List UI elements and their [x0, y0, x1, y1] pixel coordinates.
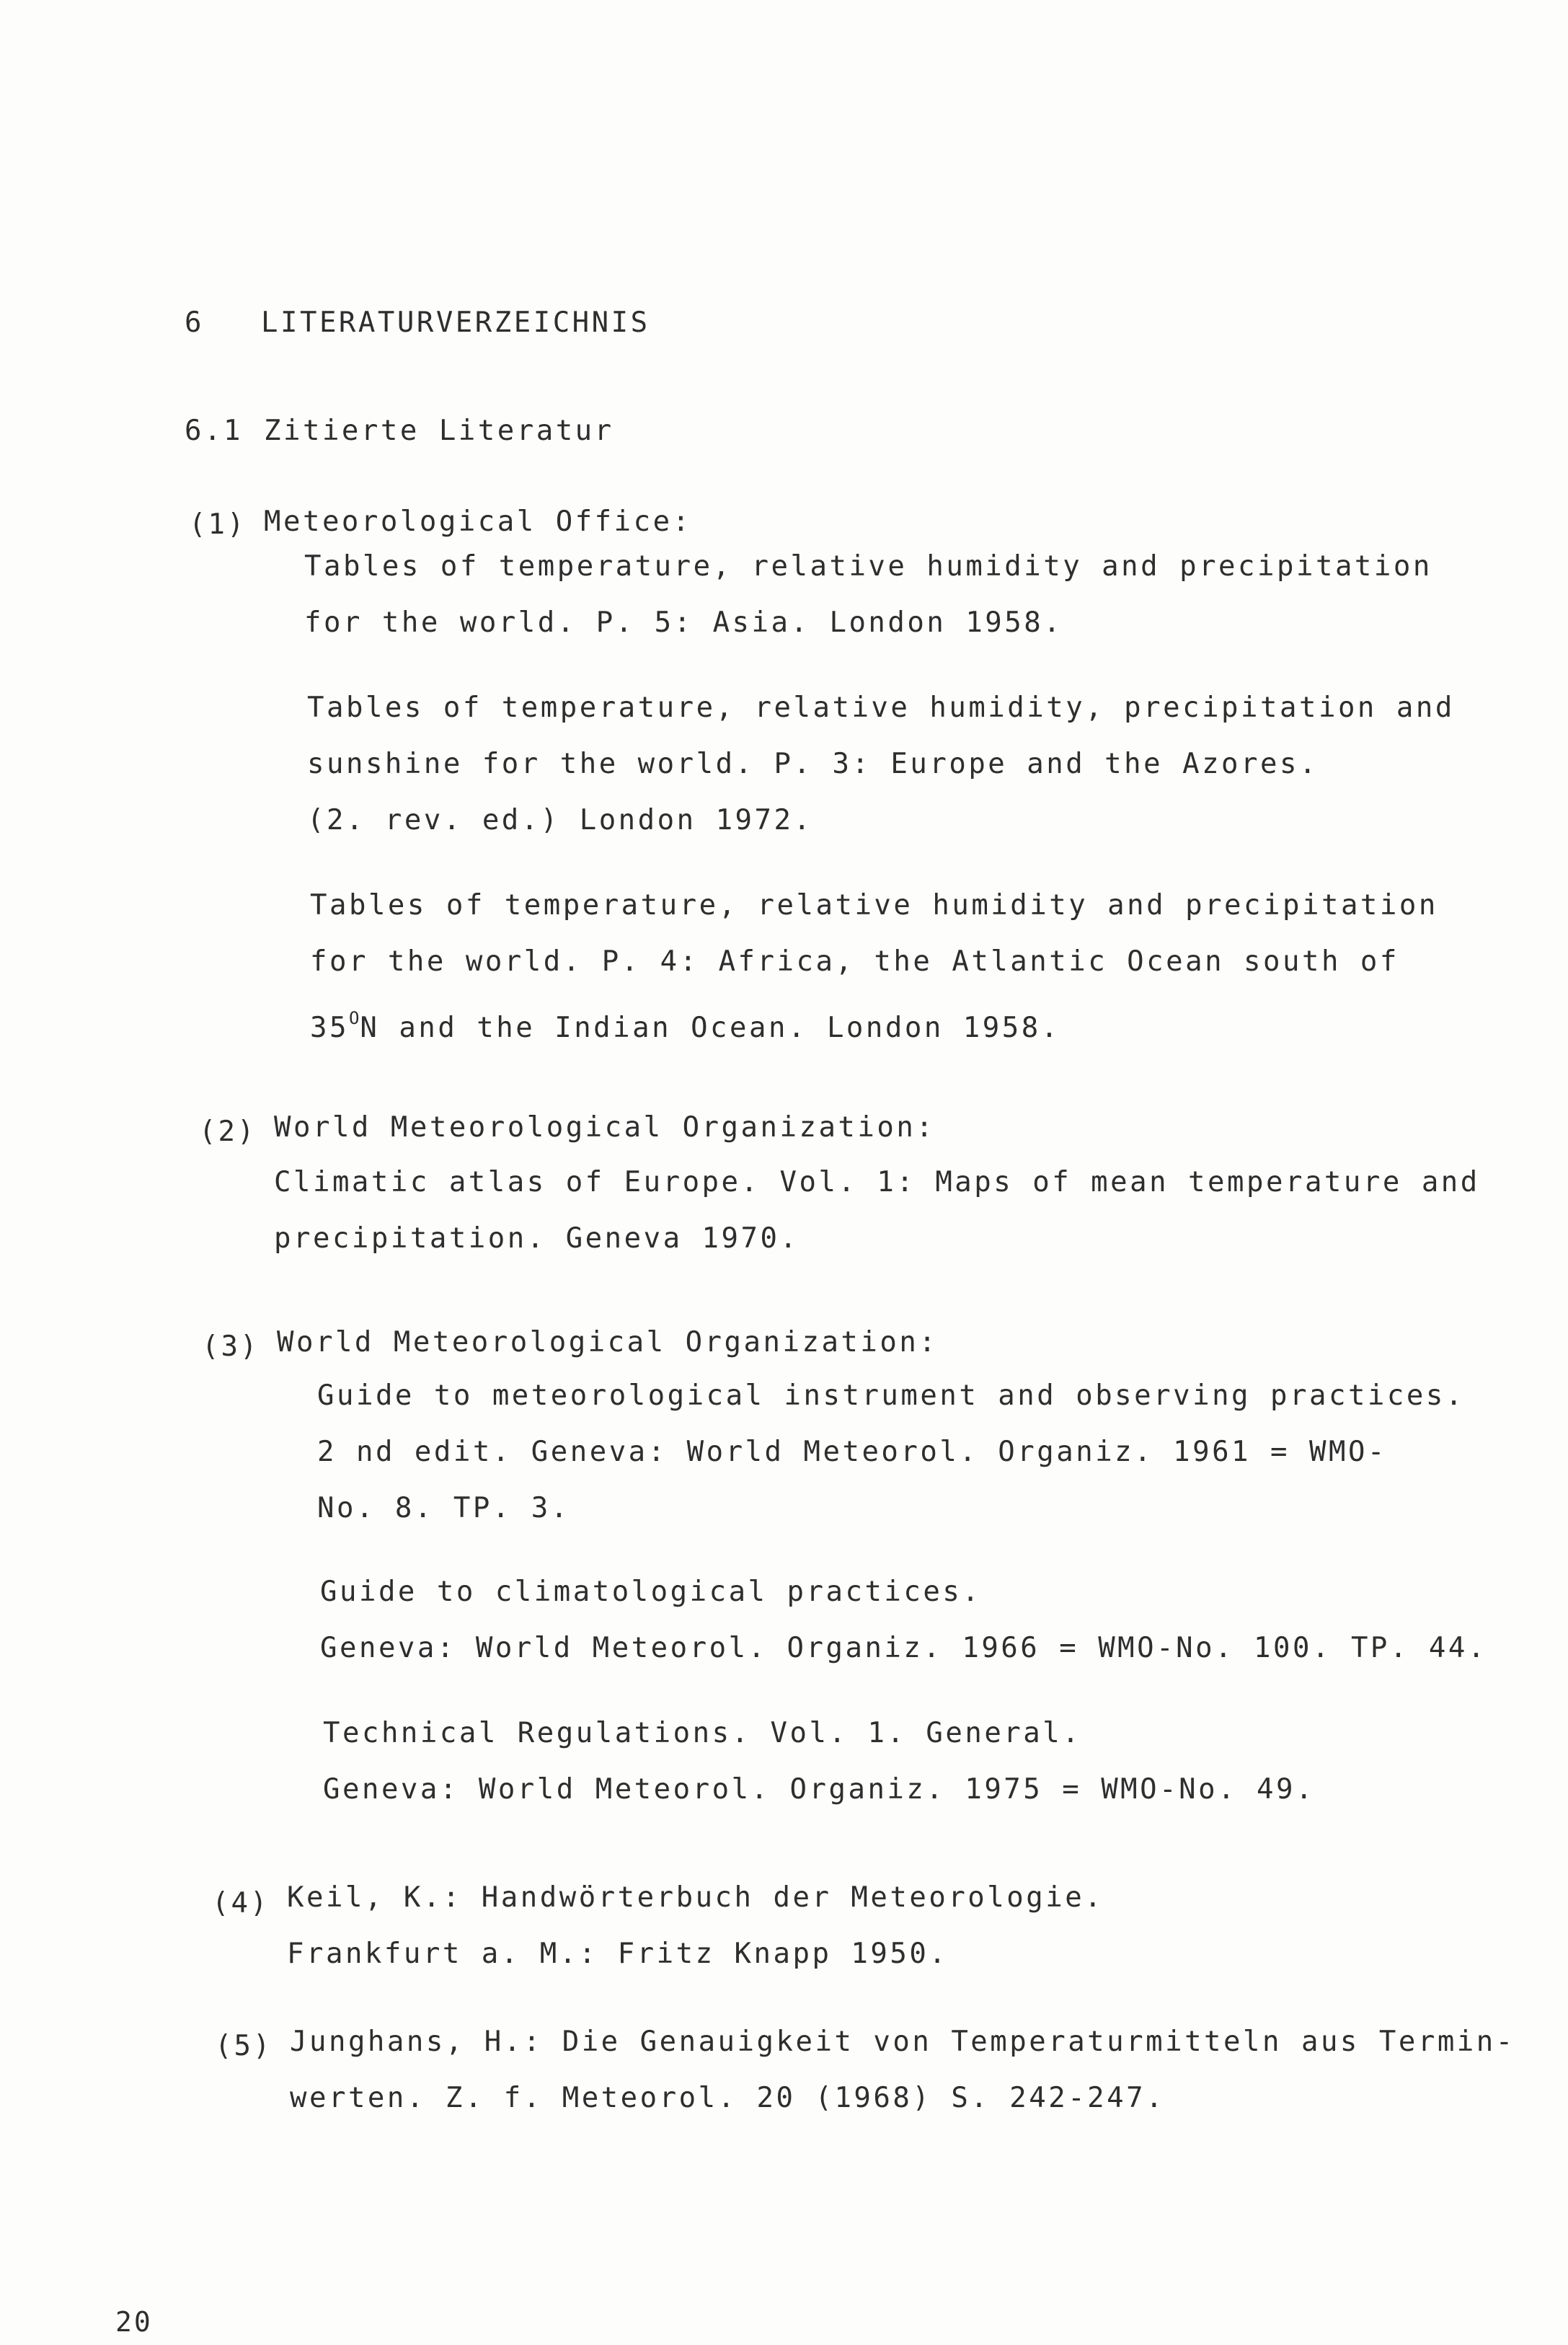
ref-1-author: Meteorological Office: — [264, 505, 692, 538]
ref-1-entry-3-line-1: Tables of temperature, relative humidity and precipitation — [310, 889, 1438, 922]
ref-number-2: (2) — [199, 1116, 257, 1148]
degree-superscript: O — [348, 1008, 360, 1028]
ref-3-entry-1-line-2: 2 nd edit. Geneva: World Meteorol. Organiz. 1961 = WMO- — [317, 1436, 1387, 1468]
ref-1-entry-3-line-2: for the world. P. 4: Africa, the Atlantic Ocean south of — [310, 945, 1399, 978]
ref-3-entry-1-line-3: No. 8. TP. 3. — [317, 1492, 570, 1524]
ref-4-line-2: Frankfurt a. M.: Fritz Knapp 1950. — [287, 1938, 949, 1970]
ref-3-entry-2-line-1: Guide to climatological practices. — [320, 1576, 982, 1608]
section-number: 6.1 — [185, 415, 243, 447]
page-number: 20 — [115, 2306, 153, 2338]
ref-5-line-1: Junghans, H.: Die Genauigkeit von Temperaturmitteln aus Termin- — [290, 2026, 1515, 2058]
ref-1-entry-3-line-3 — [310, 1001, 1060, 1046]
ref-1-entry-2-line-3: (2. rev. ed.) London 1972. — [307, 804, 813, 836]
ref-5-line-2: werten. Z. f. Meteorol. 20 (1968) S. 242-247. — [290, 2082, 1166, 2114]
ref-number-5: (5) — [215, 2030, 273, 2062]
ref-2-line-2: precipitation. Geneva 1970. — [274, 1222, 799, 1255]
ref-3-author: World Meteorological Organization: — [277, 1326, 939, 1359]
ref-3-entry-2-line-2: Geneva: World Meteorol. Organiz. 1966 = WMO-No. 100. TP. 44. — [320, 1632, 1487, 1664]
ref-number-4: (4) — [212, 1887, 270, 1920]
ref-3-entry-1-line-1: Guide to meteorological instrument and observing practices. — [317, 1379, 1465, 1412]
ref-number-3: (3) — [202, 1330, 260, 1363]
ref-number-1: (1) — [189, 508, 247, 541]
ref-2-author: World Meteorological Organization: — [274, 1111, 936, 1144]
ref-1-entry-2-line-2: sunshine for the world. P. 3: Europe and the Azores. — [307, 748, 1319, 780]
ref-3-entry-3-line-2: Geneva: World Meteorol. Organiz. 1975 = WMO-No. 49. — [323, 1773, 1315, 1806]
chapter-title: LITERATURVERZEICHNIS — [261, 306, 650, 339]
ref-1-entry-1-line-1: Tables of temperature, relative humidity and precipitation — [304, 550, 1432, 583]
latitude-rest: N and the Indian Ocean. London 1958. — [360, 1012, 1060, 1044]
section-title: Zitierte Literatur — [264, 415, 614, 447]
ref-2-line-1: Climatic atlas of Europe. Vol. 1: Maps of mean temperature and — [274, 1166, 1480, 1198]
latitude-value: 35 — [310, 1012, 349, 1044]
ref-4-line-1: Keil, K.: Handwörterbuch der Meteorologie. — [287, 1881, 1104, 1914]
chapter-number: 6 — [185, 306, 204, 339]
ref-1-entry-1-line-2: for the world. P. 5: Asia. London 1958. — [304, 606, 1063, 639]
ref-1-entry-2-line-1: Tables of temperature, relative humidity, precipitation and — [307, 692, 1455, 724]
ref-3-entry-3-line-1: Technical Regulations. Vol. 1. General. — [323, 1717, 1082, 1749]
